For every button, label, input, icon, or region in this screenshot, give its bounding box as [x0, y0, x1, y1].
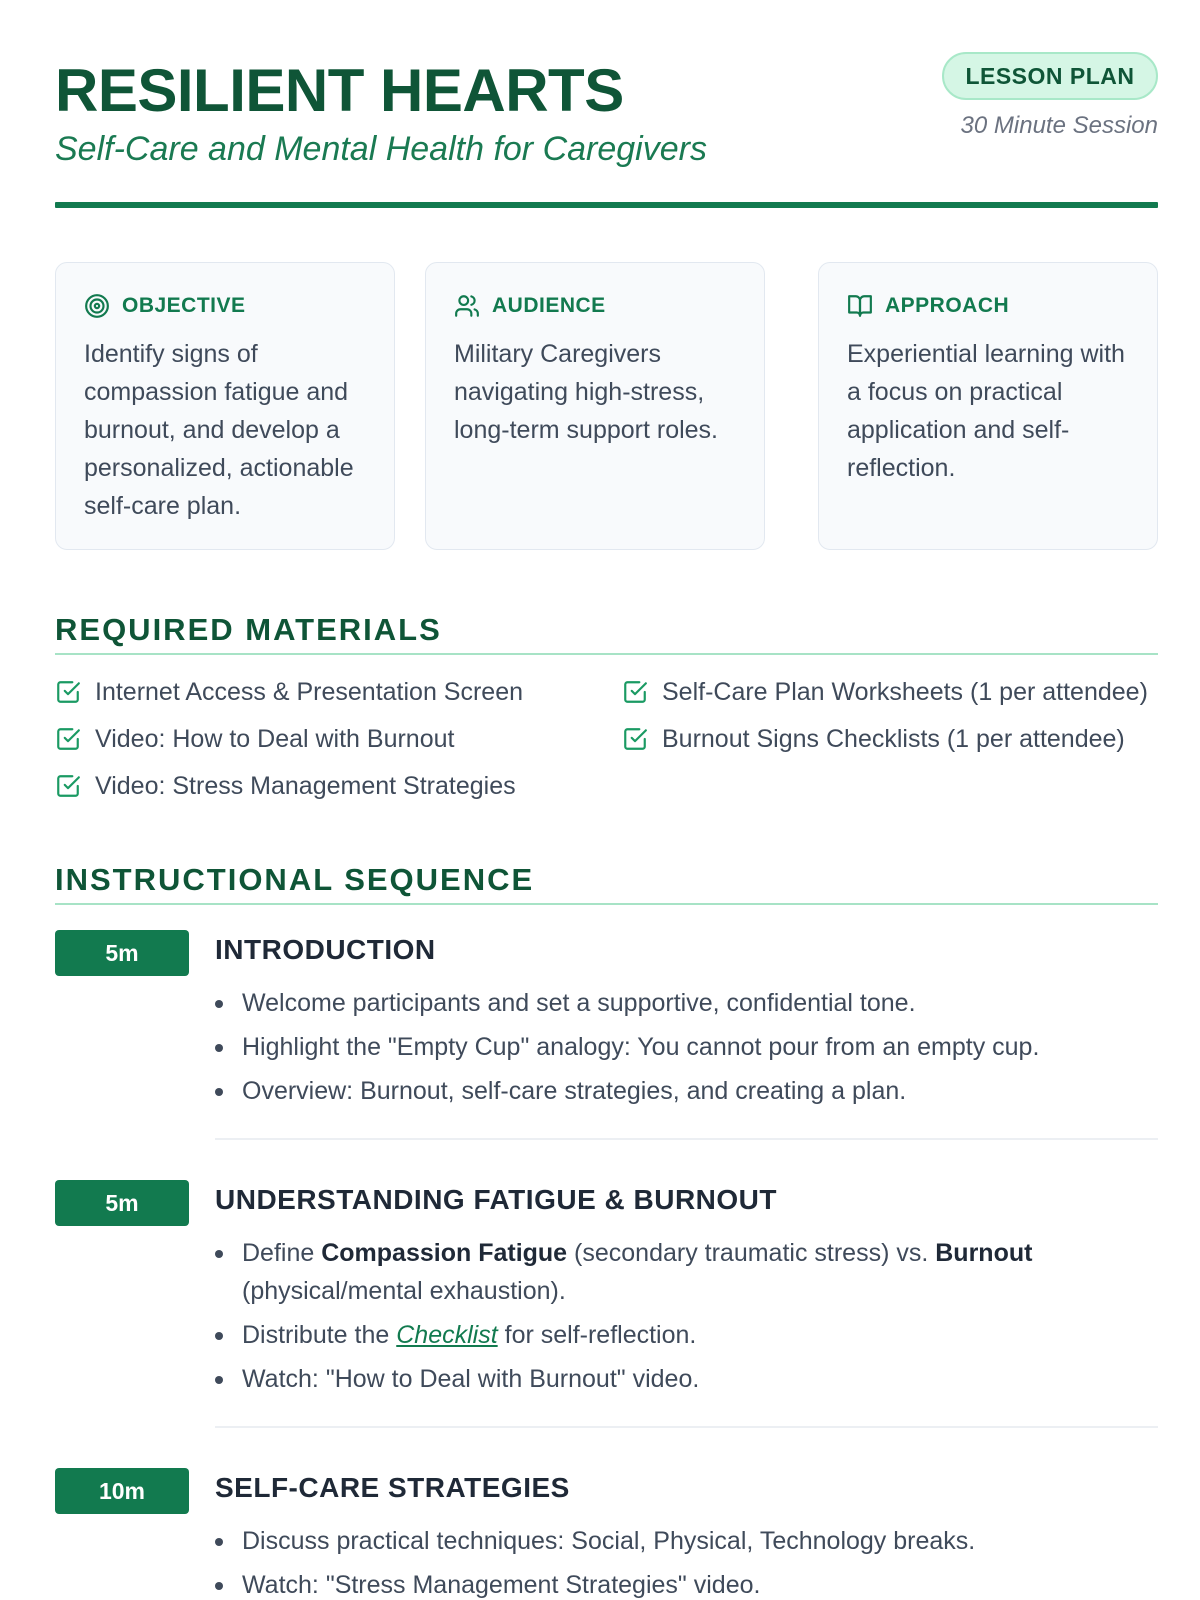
page-title: RESILIENT HEARTS — [55, 57, 624, 124]
check-square-icon — [55, 679, 81, 705]
lesson-plan-badge: LESSON PLAN — [942, 52, 1158, 100]
book-open-icon — [847, 293, 873, 319]
objective-card-header — [84, 291, 368, 321]
materials-heading: REQUIRED MATERIALS — [55, 612, 442, 647]
material-item — [622, 722, 1125, 756]
sequence-divider — [55, 903, 1158, 905]
approach-card-header — [847, 291, 1131, 321]
material-item — [622, 675, 1148, 709]
term-burnout: Burnout — [935, 1239, 1033, 1267]
step-bullet: Watch: "How to Deal with Burnout" video. — [215, 1360, 1158, 1398]
audience-text: Military Caregivers navigating high-stress, long-term support roles. — [454, 340, 719, 444]
step-bullets — [215, 1234, 1158, 1404]
objective-card — [55, 262, 395, 550]
material-label: Internet Access & Presentation Screen — [95, 677, 524, 706]
audience-card — [425, 262, 765, 550]
step-bullet: Highlight the "Empty Cup" analogy: You cannot pour from an empty cup. — [215, 1028, 1158, 1066]
step-bullets — [215, 1522, 1158, 1600]
audience-card-header — [454, 291, 738, 321]
check-square-icon — [622, 679, 648, 705]
session-length: 30 Minute Session — [960, 112, 1158, 139]
term-compassion-fatigue: Compassion Fatigue — [321, 1239, 568, 1267]
step-bullet: Overview: Burnout, self-care strategies, and creating a plan. — [215, 1072, 1158, 1110]
material-label: Video: Stress Management Strategies — [95, 771, 516, 800]
material-item — [55, 769, 516, 803]
material-label: Self-Care Plan Worksheets (1 per attendee) — [662, 677, 1148, 706]
users-icon — [454, 293, 480, 319]
step-bullet: Define Compassion Fatigue (secondary traumatic stress) vs. Burnout (physical/mental exhaustion). — [215, 1234, 1158, 1310]
page-subtitle: Self-Care and Mental Health for Caregivers — [55, 130, 707, 168]
step-title: INTRODUCTION — [215, 934, 436, 965]
step-bullets — [215, 984, 1158, 1116]
check-square-icon — [622, 726, 648, 752]
step-bullet: Distribute the Checklist for self-reflection. — [215, 1316, 1158, 1354]
sequence-heading: INSTRUCTIONAL SEQUENCE — [55, 862, 535, 897]
approach-label: APPROACH — [885, 294, 1010, 317]
check-square-icon — [55, 773, 81, 799]
target-icon — [84, 293, 110, 319]
objective-text: Identify signs of compassion fatigue and burnout, and develop a personalized, actionable self-care plan. — [84, 340, 354, 520]
checklist-link[interactable]: Checklist — [396, 1321, 498, 1349]
step-bullet: Discuss practical techniques: Social, Physical, Technology breaks. — [215, 1522, 1158, 1560]
lesson-plan-page — [55, 0, 1158, 1600]
duration-badge: 5m — [55, 1180, 189, 1226]
step-bullet: Watch: "Stress Management Strategies" video. — [215, 1566, 1158, 1600]
check-square-icon — [55, 726, 81, 752]
step-divider — [215, 1426, 1158, 1428]
material-label: Video: How to Deal with Burnout — [95, 724, 455, 753]
step-bullet: Welcome participants and set a supportive, confidential tone. — [215, 984, 1158, 1022]
materials-divider — [55, 653, 1158, 655]
step-divider — [215, 1138, 1158, 1140]
duration-badge: 5m — [55, 930, 189, 976]
duration-badge: 10m — [55, 1468, 189, 1514]
approach-text: Experiential learning with a focus on practical application and self-reflection. — [847, 340, 1125, 482]
material-item — [55, 722, 454, 756]
material-item — [55, 675, 523, 709]
approach-card — [818, 262, 1158, 550]
header-divider — [55, 202, 1158, 208]
objective-label: OBJECTIVE — [122, 294, 246, 317]
audience-label: AUDIENCE — [492, 294, 606, 317]
material-label: Burnout Signs Checklists (1 per attendee) — [662, 724, 1125, 753]
step-title: SELF-CARE STRATEGIES — [215, 1472, 570, 1503]
step-title: UNDERSTANDING FATIGUE & BURNOUT — [215, 1184, 778, 1215]
